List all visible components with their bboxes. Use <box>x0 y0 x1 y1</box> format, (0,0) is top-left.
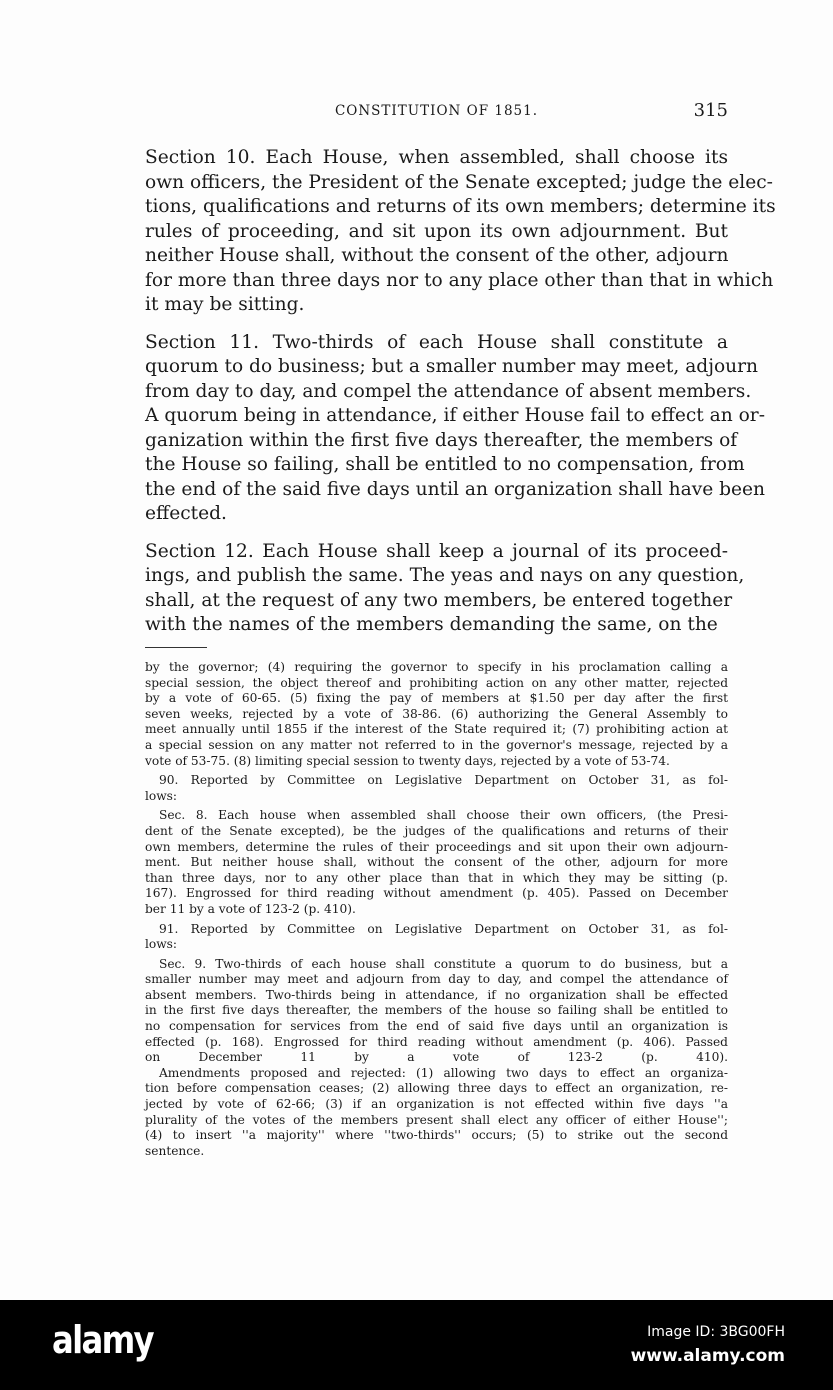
text-line: Amendments proposed and rejected: (1) allowing two days to effect an organiza- <box>159 1065 728 1080</box>
text-line: effected. <box>145 503 227 524</box>
text-line: own members, determine the rules of their proceedings and sit upon their own adjourn- <box>145 839 728 854</box>
text-line: it may be sitting. <box>145 294 305 315</box>
text-line: by a vote of 60-65. (5) fixing the pay of members at $1.50 per day after the first <box>145 691 728 706</box>
text-line: ber 11 by a vote of 123-2 (p. 410). <box>145 901 356 916</box>
alamy-logo: alamy <box>52 1318 153 1362</box>
text-line: lows: <box>145 937 178 952</box>
text-line: vote of 53-75. (8) limiting special session to twenty days, rejected by a vote of 53-74. <box>145 753 670 768</box>
text-line: own officers, the President of the Senate excepted; judge the elec- <box>145 171 773 193</box>
text-line: 90. Reported by Committee on Legislative Department on October 31, as fol- <box>159 773 728 788</box>
text-line: Sec. 9. Two-thirds of each house shall constitute a quorum to do business, but a <box>159 956 728 971</box>
site-url: www.alamy.com <box>630 1346 785 1366</box>
text-line: ment. But neither house shall, without the consent of the other, adjourn for more <box>145 855 728 870</box>
text-line: with the names of the members demanding the same, on the <box>145 614 718 635</box>
text-line: meet annually until 1855 if the interest of the State required it; (7) prohibiting action at <box>145 722 728 737</box>
text-line: seven weeks, rejected by a vote of 38-86. (6) authorizing the General Assembly to <box>145 706 728 721</box>
text-line: neither House shall, without the consent of the other, adjourn <box>145 245 729 266</box>
section-paragraph <box>145 146 776 318</box>
text-line: the end of the said five days until an organization shall have been <box>145 478 765 500</box>
body-text <box>145 146 776 651</box>
text-line: shall, at the request of any two members, be entered together <box>145 589 733 611</box>
text-line: 167). Engrossed for third reading without amendment (p. 405). Passed on December <box>145 886 728 901</box>
text-line: than three days, nor to any other place than that in which they may be sitting (p. <box>145 870 728 885</box>
section-paragraph <box>145 331 765 527</box>
text-line: A quorum being in attendance, if either House fail to effect an or- <box>145 405 765 426</box>
text-line: for more than three days nor to any place other than that in which <box>145 269 774 291</box>
page-number: 315 <box>693 100 728 121</box>
footnotes <box>145 660 728 1163</box>
text-line: Section 12. Each House shall keep a journal of its proceed- <box>145 540 728 562</box>
text-line: smaller number may meet and adjourn from day to day, and compel the attendance of <box>145 972 728 987</box>
text-line: Section 10. Each House, when assembled, shall choose its <box>145 147 728 168</box>
text-line: Section 11. Two-thirds of each House shall constitute a <box>145 331 728 353</box>
text-line: absent members. Two-thirds being in attendance, if no organization shall be effected <box>145 987 728 1002</box>
text-line: by the governor; (4) requiring the governor to specify in his proclamation calling a <box>145 660 728 674</box>
running-title: CONSTITUTION OF 1851. <box>334 103 539 119</box>
text-line: plurality of the votes of the members present shall elect any officer of either House''; <box>145 1112 728 1127</box>
watermark-bar <box>0 1300 833 1390</box>
text-line: ganization within the first five days thereafter, the members of <box>145 429 738 451</box>
text-line: Sec. 8. Each house when assembled shall choose their own officers, (the Presi- <box>159 808 728 823</box>
footnote-rule <box>145 647 207 648</box>
text-line: tions, qualifications and returns of its own members; determine its <box>145 196 776 217</box>
text-line: 91. Reported by Committee on Legislative Department on October 31, as fol- <box>159 921 728 936</box>
text-line: ings, and publish the same. The yeas and nays on any question, <box>145 565 745 586</box>
footnote-paragraph <box>145 660 728 769</box>
text-line: dent of the Senate excepted), be the judges of the qualifications and returns of their <box>145 823 728 838</box>
text-line: sentence. <box>145 1143 205 1158</box>
footnote-paragraph <box>145 808 728 917</box>
text-line: a special session on any matter not referred to in the governor's message, rejected by a <box>145 737 728 752</box>
text-line: the House so failing, shall be entitled to no compensation, from <box>145 454 745 475</box>
text-line: lows: <box>145 788 178 803</box>
text-line: rules of proceeding, and sit upon its own adjournment. But <box>145 220 728 242</box>
text-line: tion before compensation ceases; (2) allowing three days to effect an organization, re- <box>145 1081 728 1096</box>
footnote-paragraph <box>145 922 728 953</box>
section-paragraph <box>145 540 745 638</box>
text-line: (4) to insert ''a majority'' where ''two-thirds'' occurs; (5) to strike out the second <box>145 1128 728 1143</box>
text-line: special session, the object thereof and prohibiting action on any other matter, rejected <box>145 675 728 690</box>
text-line: no compensation for services from the end of said five days until an organization is <box>145 1019 728 1034</box>
text-line: jected by vote of 62-66; (3) if an organization is not effected within five days ''a <box>145 1097 728 1112</box>
text-line: in the first five days thereafter, the members of the house so failing shall be entitled to <box>145 1003 728 1018</box>
footnote-paragraph <box>145 957 728 1160</box>
text-line: on December 11 by a vote of 123-2 (p. 410). <box>145 1050 728 1065</box>
text-line: from day to day, and compel the attendance of absent members. <box>145 380 752 402</box>
image-id: Image ID: 3BG00FH <box>647 1324 785 1340</box>
running-head <box>145 100 728 122</box>
text-line: quorum to do business; but a smaller number may meet, adjourn <box>145 356 759 377</box>
text-line: effected (p. 168). Engrossed for third reading without amendment (p. 406). Passed <box>145 1034 728 1049</box>
footnote-paragraph <box>145 773 728 804</box>
